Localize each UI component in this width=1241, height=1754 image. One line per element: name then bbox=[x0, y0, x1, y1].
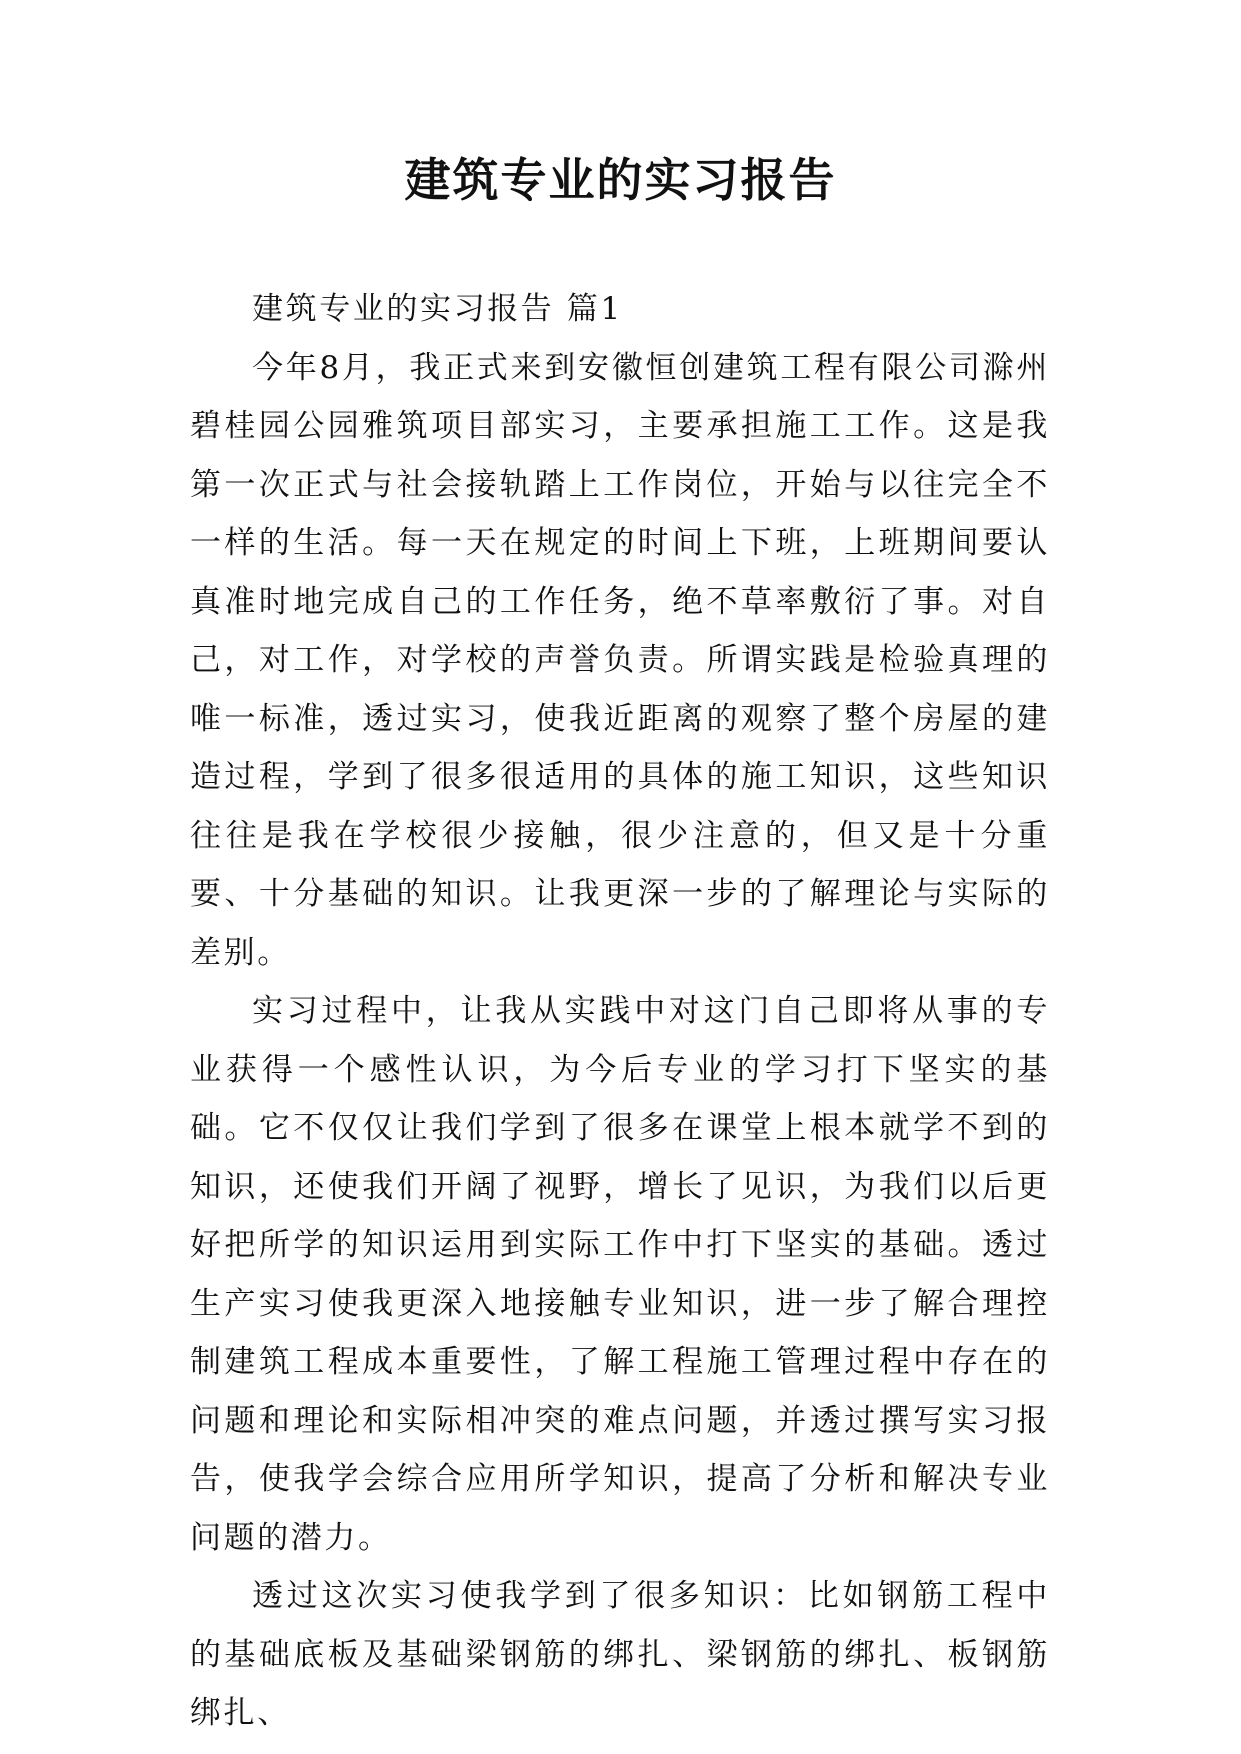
paragraph-3: 透过这次实习使我学到了很多知识：比如钢筋工程中的基础底板及基础梁钢筋的绑扎、梁钢筋的绑扎、板钢筋绑扎、 bbox=[190, 1578, 1050, 1731]
paragraph-1: 今年8月，我正式来到安徽恒创建筑工程有限公司滁州碧桂园公园雅筑项目部实习，主要承担施工工作。这是我第一次正式与社会接轨踏上工作岗位，开始与以往完全不一样的生活。每一天在规定的时间上下班，上班期间要认真准时地完成自己的工作任务，绝不草率敷衍了事。对自己，对工作，对学校的声誉负责。所谓实践是检验真理的唯一标准，透过实习，使我近距离的观察了整个房屋的建造过程，学到了很多很适用的具体的施工知识，这些知识往往是我在学校很少接触，很少注意的，但又是十分重要、十分基础的知识。让我更深一步的了解理论与实际的差别。 bbox=[190, 349, 1050, 971]
section-heading: 建筑专业的实习报告 篇1 bbox=[252, 291, 623, 327]
paragraph-2: 实习过程中，让我从实践中对这门自己即将从事的专业获得一个感性认识，为今后专业的学习打下坚实的基础。它不仅仅让我们学到了很多在课堂上根本就学不到的知识，还使我们开阔了视野，增长了见识，为我们以后更好把所学的知识运用到实际工作中打下坚实的基础。透过生产实习使我更深入地接触专业知识，进一步了解合理控制建筑工程成本重要性，了解工程施工管理过程中存在的问题和理论和实际相冲突的难点问题，并透过撰写实习报告，使我学会综合应用所学知识，提高了分析和解决专业问题的潜力。 bbox=[190, 993, 1050, 1556]
document-body bbox=[190, 280, 1050, 1743]
document-title: 建筑专业的实习报告 bbox=[404, 153, 837, 207]
